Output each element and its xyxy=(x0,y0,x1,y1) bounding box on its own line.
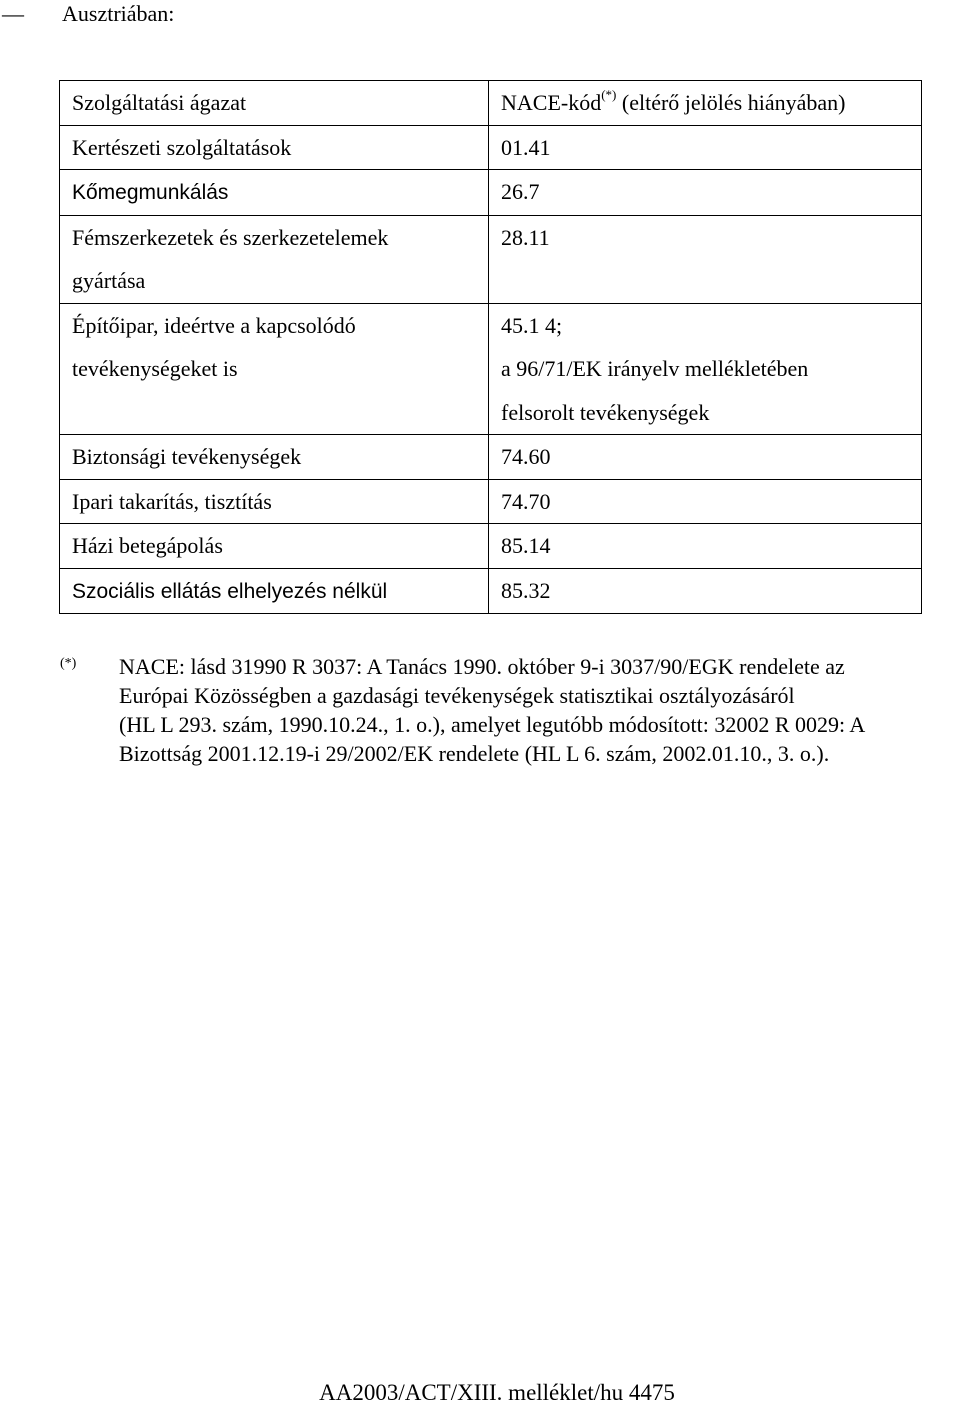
table-row xyxy=(60,303,922,435)
code-cell: 85.14 xyxy=(489,524,922,569)
table-row xyxy=(60,524,922,569)
footnote xyxy=(60,652,960,768)
heading-dash: — xyxy=(2,1,24,26)
service-cell: Házi betegápolás xyxy=(60,524,489,569)
footnote-text xyxy=(119,652,960,768)
code-cell: 45.1 4; a 96/71/EK irányelv mellékletében felsorolt tevékenységek xyxy=(489,303,922,435)
service-cell: Kőmegmunkálás xyxy=(60,170,489,216)
code-cell: 74.60 xyxy=(489,435,922,480)
service-cell: Ipari takarítás, tisztítás xyxy=(60,479,489,524)
table-header-row xyxy=(60,81,922,126)
service-cell: Szociális ellátás elhelyezés nélkül xyxy=(60,568,489,614)
service-cell: Fémszerkezetek és szerkezetelemek gyártása xyxy=(60,215,489,303)
table-row xyxy=(60,479,922,524)
code-cell: 74.70 xyxy=(489,479,922,524)
page-footer-reference: AA2003/ACT/XIII. melléklet/hu 4475 xyxy=(319,1380,675,1405)
table-row xyxy=(60,568,922,614)
table-row xyxy=(60,435,922,480)
table-row xyxy=(60,125,922,170)
footnote-line: (HL L 293. szám, 1990.10.24., 1. o.), amelyet legutóbb módosított: 32002 R 0029: A xyxy=(119,712,866,737)
heading-title: Ausztriában: xyxy=(62,1,175,26)
table-row xyxy=(60,170,922,216)
service-cell: Biztonsági tevékenységek xyxy=(60,435,489,480)
header-code: NACE-kód(*) (eltérő jelölés hiányában) xyxy=(489,81,922,126)
header-service: Szolgáltatási ágazat xyxy=(60,81,489,126)
footnote-mark: (*) xyxy=(60,656,77,671)
service-cell: Építőipar, ideértve a kapcsolódó tevékenységeket is xyxy=(60,303,489,435)
service-cell: Kertészeti szolgáltatások xyxy=(60,125,489,170)
code-cell: 01.41 xyxy=(489,125,922,170)
nace-table xyxy=(59,80,922,614)
footnote-line: Európai Közösségben a gazdasági tevékenységek statisztikai osztályozásáról xyxy=(119,683,795,708)
code-cell: 26.7 xyxy=(489,170,922,216)
table-row xyxy=(60,215,922,303)
section-heading xyxy=(0,0,174,28)
code-cell: 28.11 xyxy=(489,215,922,303)
code-cell: 85.32 xyxy=(489,568,922,614)
footnote-line: NACE: lásd 31990 R 3037: A Tanács 1990. október 9-i 3037/90/EGK rendelete az xyxy=(119,654,845,679)
footnote-ref: (*) xyxy=(601,87,617,102)
footnote-line: Bizottság 2001.12.19-i 29/2002/EK rendelete (HL L 6. szám, 2002.01.10., 3. o.). xyxy=(119,741,830,766)
